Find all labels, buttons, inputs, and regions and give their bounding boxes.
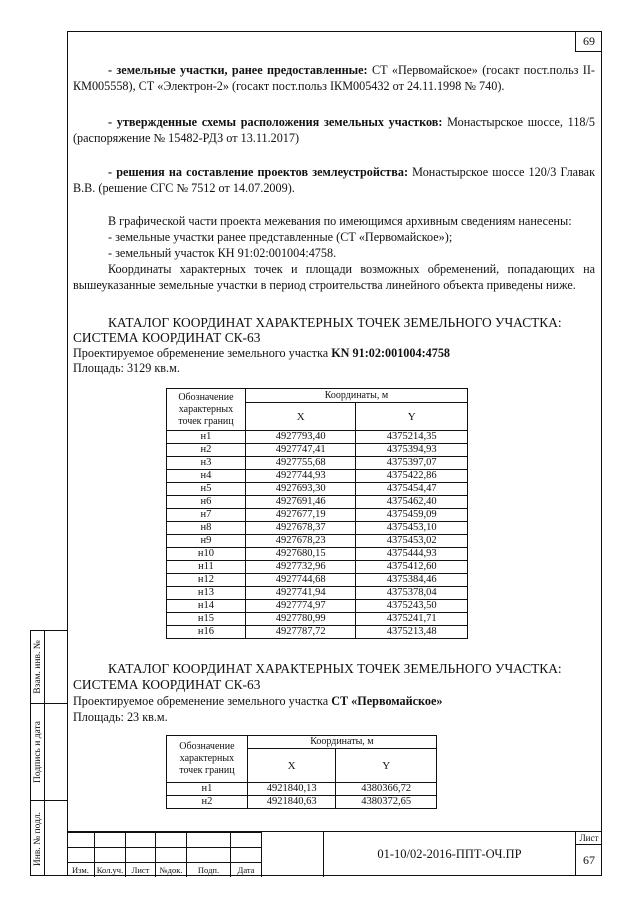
coord-x-cell: 4927693,30 — [245, 483, 356, 496]
title-block-col-change: Изм. — [67, 863, 95, 878]
coord-x-cell: 4927774,97 — [245, 600, 356, 613]
catalog1-encumbrance-label: Проектируемое обременение земельного участка — [73, 346, 332, 360]
catalog1-col-y: Y — [356, 403, 468, 431]
coord-x-cell: 4927787,72 — [245, 626, 356, 639]
table-row — [167, 444, 468, 457]
table-row — [167, 496, 468, 509]
paragraph-approved-schemes-heading: - утвержденные схемы расположения земельных участков: — [108, 115, 443, 129]
coord-y-cell: 4375243,50 — [356, 600, 468, 613]
coord-y-cell: 4375241,71 — [356, 613, 468, 626]
point-id-cell: н4 — [167, 470, 246, 483]
catalog2-encumbrance-label: Проектируемое обременение земельного участка — [73, 694, 332, 708]
table-row — [167, 548, 468, 561]
point-id-cell: н13 — [167, 587, 246, 600]
point-id-cell: н16 — [167, 626, 246, 639]
title-block-col-sheet: Лист — [126, 863, 156, 878]
coord-y-cell: 4375454,47 — [356, 483, 468, 496]
catalog2-parcel-name: СТ «Первомайское» — [331, 694, 443, 708]
coord-x-cell: 4927680,15 — [245, 548, 356, 561]
catalog2-table — [166, 735, 437, 809]
table-row — [167, 783, 437, 796]
paragraph-approved-schemes — [73, 114, 595, 146]
title-block-col-signature: Подп. — [187, 863, 231, 878]
paragraph-prior-parcels — [73, 62, 595, 94]
catalog2-col-coords: Координаты, м — [247, 736, 436, 749]
point-id-cell: н6 — [167, 496, 246, 509]
coord-y-cell: 4375213,48 — [356, 626, 468, 639]
catalog1-area: Площадь: 3129 кв.м. — [73, 361, 180, 375]
table-row — [167, 457, 468, 470]
point-id-cell: н5 — [167, 483, 246, 496]
paragraph-prior-parcels-body: СТ «Первомайское» (госакт пост.польз II-КМ005558), СТ «Электрон-2» (госакт пост.польз IКМ005432 от 24.11.1998 № 740). — [73, 63, 595, 93]
table-row — [167, 522, 468, 535]
catalog2-title: КАТАЛОГ КООРДИНАТ ХАРАКТЕРНЫХ ТОЧЕК ЗЕМЕЛЬНОГО УЧАСТКА: — [108, 661, 562, 676]
coord-y-cell: 4380372,65 — [336, 796, 437, 809]
table-row — [167, 483, 468, 496]
coord-x-cell: 4927678,23 — [245, 535, 356, 548]
catalog1-col-point: Обозначение характерных точек границ — [167, 389, 246, 431]
point-id-cell: н12 — [167, 574, 246, 587]
coord-x-cell: 4927793,40 — [245, 431, 356, 444]
point-id-cell: н7 — [167, 509, 246, 522]
table-row — [167, 509, 468, 522]
title-block-col-date: Дата — [231, 863, 262, 878]
catalog2-encumbrance — [73, 693, 595, 709]
coord-y-cell: 4375444,93 — [356, 548, 468, 561]
table-row — [167, 561, 468, 574]
title-block-col-doc-no: №док. — [156, 863, 187, 878]
graphic-part-item-1: - земельные участки ранее представленные (СТ «Первомайское»); — [108, 230, 453, 244]
table-row — [167, 574, 468, 587]
catalog2-area: Площадь: 23 кв.м. — [73, 710, 168, 724]
catalog1-title: КАТАЛОГ КООРДИНАТ ХАРАКТЕРНЫХ ТОЧЕК ЗЕМЕЛЬНОГО УЧАСТКА: — [108, 315, 562, 330]
catalog1-encumbrance — [73, 345, 595, 361]
coord-y-cell: 4375453,10 — [356, 522, 468, 535]
coord-x-cell: 4927678,37 — [245, 522, 356, 535]
table-row — [167, 796, 437, 809]
point-id-cell: н2 — [167, 444, 246, 457]
coord-x-cell: 4927744,68 — [245, 574, 356, 587]
document-code: 01-10/02-2016-ППТ-ОЧ.ПР — [323, 832, 575, 877]
title-block-col-count: Кол.уч. — [95, 863, 126, 878]
catalog1-parcel-number: KN 91:02:001004:4758 — [331, 346, 451, 360]
paragraph-land-decisions — [73, 164, 595, 196]
paragraph-graphic-part — [73, 213, 595, 261]
point-id-cell: н14 — [167, 600, 246, 613]
table-row — [167, 535, 468, 548]
coord-y-cell: 4375214,35 — [356, 431, 468, 444]
table-row — [167, 613, 468, 626]
catalog2-col-point: Обозначение характерных точек границ — [167, 736, 248, 783]
point-id-cell: н2 — [167, 796, 248, 809]
graphic-part-item-2: - земельный участок КН 91:02:001004:4758. — [108, 246, 337, 260]
graphic-part-intro: В графической части проекта межевания по имеющимся архивным сведениям нанесены: — [108, 214, 572, 228]
coord-y-cell: 4375412,60 — [356, 561, 468, 574]
coord-y-cell: 4375459,09 — [356, 509, 468, 522]
point-id-cell: н11 — [167, 561, 246, 574]
side-stamp — [30, 630, 67, 876]
side-stamp-original-inv-label: Инв. № подл. — [32, 811, 43, 866]
paragraph-prior-parcels-heading: - земельные участки, ранее предоставленные: — [108, 63, 368, 77]
table-row — [167, 470, 468, 483]
catalog1-col-x: X — [245, 403, 356, 431]
coord-y-cell: 4375394,93 — [356, 444, 468, 457]
catalog2-col-x: X — [247, 749, 336, 783]
paragraph-approved-schemes-body: Монастырское шоссе, 118/5 (распоряжение № 15482-РДЗ от 13.11.2017) — [73, 115, 595, 145]
side-stamp-signature-date-label: Подпись и дата — [32, 720, 43, 784]
coord-x-cell: 4927741,94 — [245, 587, 356, 600]
paragraph-land-decisions-heading: - решения на составление проектов землеустройства: — [108, 165, 409, 179]
point-id-cell: н1 — [167, 431, 246, 444]
point-id-cell: н3 — [167, 457, 246, 470]
coord-y-cell: 4375422,86 — [356, 470, 468, 483]
catalog1-coord-system: СИСТЕМА КООРДИНАТ СК-63 — [73, 330, 261, 345]
point-id-cell: н8 — [167, 522, 246, 535]
coord-y-cell: 4380366,72 — [336, 783, 437, 796]
coord-x-cell: 4927755,68 — [245, 457, 356, 470]
table-row — [167, 600, 468, 613]
coord-x-cell: 4927744,93 — [245, 470, 356, 483]
point-id-cell: н1 — [167, 783, 248, 796]
catalog2-col-y: Y — [336, 749, 437, 783]
coord-x-cell: 4921840,13 — [247, 783, 336, 796]
title-block — [67, 831, 602, 876]
coord-y-cell: 4375397,07 — [356, 457, 468, 470]
side-stamp-replace-inv-label: Взам. инв. № — [32, 640, 43, 694]
sheet-number: 67 — [583, 853, 595, 867]
point-id-cell: н15 — [167, 613, 246, 626]
coord-y-cell: 4375453,02 — [356, 535, 468, 548]
page-number-top: 69 — [575, 31, 602, 52]
coord-x-cell: 4921840,63 — [247, 796, 336, 809]
coord-y-cell: 4375462,40 — [356, 496, 468, 509]
catalog2-coord-system: СИСТЕМА КООРДИНАТ СК-63 — [73, 677, 261, 692]
paragraph-land-decisions-body: Монастырское шоссе 120/3 Главак В.В. (решение СГС № 7512 от 14.07.2009). — [73, 165, 595, 195]
side-stamp-signature-date — [31, 704, 68, 801]
table-row — [167, 626, 468, 639]
catalog1-table — [166, 388, 468, 639]
catalog1-col-coords: Координаты, м — [245, 389, 467, 403]
table-row — [167, 431, 468, 444]
coord-x-cell: 4927747,41 — [245, 444, 356, 457]
coord-x-cell: 4927677,19 — [245, 509, 356, 522]
coord-y-cell: 4375384,46 — [356, 574, 468, 587]
point-id-cell: н10 — [167, 548, 246, 561]
title-block-revisions — [67, 832, 262, 877]
sheet-number-box — [575, 832, 602, 876]
sheet-label: Лист — [576, 832, 602, 845]
coord-x-cell: 4927732,96 — [245, 561, 356, 574]
point-id-cell: н9 — [167, 535, 246, 548]
side-stamp-original-inv — [31, 801, 68, 876]
coord-y-cell: 4375378,04 — [356, 587, 468, 600]
coord-x-cell: 4927691,46 — [245, 496, 356, 509]
coord-x-cell: 4927780,99 — [245, 613, 356, 626]
paragraph-coordinates-note: Координаты характерных точек и площади возможных обременений, попадающих на вышеуказанные земельные участки в период строительства линейного объекта приведены ниже. — [73, 262, 595, 292]
table-row — [167, 587, 468, 600]
side-stamp-replace-inv — [31, 631, 68, 704]
